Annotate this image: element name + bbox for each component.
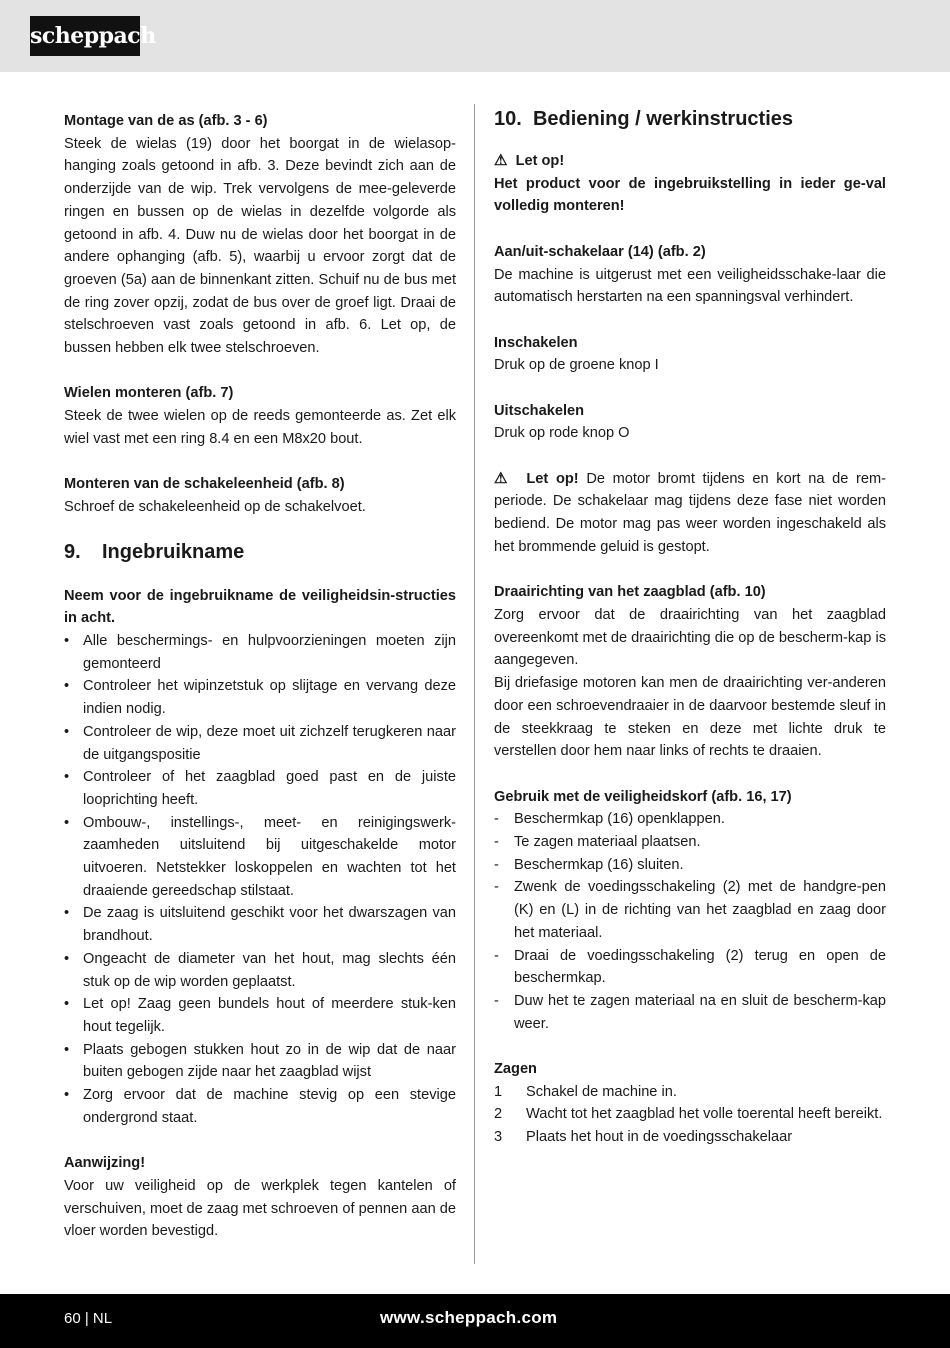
list-item: • Alle beschermings- en hulpvoorzieningen moeten zijn gemonteerd bbox=[64, 630, 456, 675]
switch-body: De machine is uitgerust met een veiligheidsschake-laar die automatisch herstarten na een spanningsval verhindert. bbox=[494, 266, 886, 306]
rotation-title: Draairichting van het zaagblad (afb. 10) bbox=[494, 584, 766, 601]
warning-1-body: Het product voor de ingebruikstelling in ieder ge-val volledig monteren! bbox=[494, 175, 886, 215]
section-body-wheels: Steek de twee wielen op de reeds gemonteerde as. Zet elk wiel vast met een ring 8.4 en een M8x20 bout. bbox=[64, 408, 456, 447]
page-footer bbox=[0, 1294, 950, 1348]
scheppach-logo: scheppach bbox=[30, 16, 140, 56]
section-title-switch-unit: Monteren van de schakeleenheid (afb. 8) bbox=[64, 476, 345, 493]
section-body-axle: Steek de wielas (19) door het boorgat in de wielasop-hanging zoals getoond in afb. 3. Deze bevindt zich aan de onderzijde van de wip. Trek vervolgens de mee-geleverde ringen en bussen op de wielas in dezelfde volgorde als getoond in afb. 4. Duw nu de wielas door het boorgat in de andere ophanging (afb. 5), waarbij u ervoor zorgt dat de groeven (5a) aan de binnenkant zitten. Schuif nu de bus met de ring zover opzij, zodat de bus over de groef ligt. Draai de stelschroeven vast zoals getoond in afb. 6. Let op, de bussen hebben elk twee stelschroeven. bbox=[64, 135, 456, 357]
warning-2: ⚠ Let op! De motor bromt tijdens en kort na de rem-periode. De schakelaar mag tijdens deze fase niet worden bediend. De motor mag pas weer worden ingeschakeld als het brommende geluid is gestopt. bbox=[494, 469, 887, 555]
list-item: - Te zagen materiaal plaatsen. bbox=[494, 831, 886, 854]
column-divider bbox=[474, 104, 475, 1264]
list-item: • Plaats gebogen stukken hout zo in de wip dat de naar buiten gebogen zijde naar het zaagblad wijst bbox=[64, 1039, 456, 1084]
section-title-axle: Montage van de as (afb. 3 - 6) bbox=[64, 113, 268, 129]
section-title-wheels: Wielen monteren (afb. 7) bbox=[64, 385, 234, 402]
list-item: • Zorg ervoor dat de machine stevig op een stevige ondergrond staat. bbox=[64, 1084, 456, 1129]
page-header bbox=[0, 0, 950, 72]
list-item: - Draai de voedingsschakeling (2) terug en open de beschermkap. bbox=[494, 945, 886, 990]
list-item: • Controleer de wip, deze moet uit zichzelf terugkeren naar de uitgangspositie bbox=[64, 721, 456, 766]
commissioning-list bbox=[64, 630, 456, 1129]
sawing-title: Zagen bbox=[494, 1061, 537, 1078]
warning-1-label: ⚠ Let op! bbox=[494, 152, 565, 169]
rotation-body-1: Zorg ervoor dat de draairichting van het zaagblad overeenkomt met de draairichting die op de bescherm-kap is aangegeven. bbox=[494, 606, 886, 669]
heading-9: 9. Ingebruikname bbox=[64, 540, 245, 563]
list-item: • Controleer het wipinzetstuk op slijtage en vervang deze indien nodig. bbox=[64, 675, 456, 720]
website-link[interactable]: www.scheppach.com bbox=[380, 1308, 558, 1327]
list-item: - Beschermkap (16) sluiten. bbox=[494, 854, 886, 877]
page-number: 60 | NL bbox=[64, 1310, 113, 1327]
switch-on-body: Druk op de groene knop I bbox=[494, 357, 659, 374]
list-item: - Beschermkap (16) openklappen. bbox=[494, 808, 886, 831]
switch-title: Aan/uit-schakelaar (14) (afb. 2) bbox=[494, 243, 706, 260]
list-item: • Ombouw-, instellings-, meet- en reinigingswerk-zaamheden uitsluitend bij uitgeschakelde motor uitvoeren. Netstekker loskoppelen en wachten tot het draaiende gereedschap stilstaat. bbox=[64, 812, 456, 903]
note-title: Aanwijzing! bbox=[64, 1155, 146, 1172]
list-item: - Duw het te zagen materiaal na en sluit de bescherm-kap weer. bbox=[494, 990, 886, 1035]
section-body-switch-unit: Schroef de schakeleenheid op de schakelvoet. bbox=[64, 498, 366, 515]
safety-basket-title: Gebruik met de veiligheidskorf (afb. 16, 17) bbox=[494, 788, 792, 805]
list-item: • Ongeacht de diameter van het hout, mag slechts één stuk op de wip worden geplaatst. bbox=[64, 948, 456, 993]
warning-icon: ⚠ bbox=[494, 152, 508, 169]
list-item: 1 Schakel de machine in. bbox=[494, 1083, 677, 1100]
safety-basket-list bbox=[494, 808, 886, 1035]
rotation-body-2: Bij driefasige motoren kan men de draairichting ver-anderen door een schroevendraaier in de daarvoor bestemde sleuf in de steekkraag te steken en deze met lichte druk te verstellen door hem naar links of rechts te draaien. bbox=[494, 675, 886, 760]
list-item: • Let op! Zaag geen bundels hout of meerdere stuk-ken hout tegelijk. bbox=[64, 993, 456, 1038]
sawing-steps bbox=[494, 1081, 886, 1149]
list-item: 2 Wacht tot het zaagblad het volle toerental heeft bereikt. bbox=[494, 1106, 883, 1123]
note-body: Voor uw veiligheid op de werkplek tegen kantelen of verschuiven, moet de zaag met schroeven of pennen aan de vloer worden bevestigd. bbox=[64, 1177, 456, 1240]
list-item: - Zwenk de voedingsschakeling (2) met de handgre-pen (K) en (L) in de richting van het zaagblad en zaag door het materiaal. bbox=[494, 876, 886, 944]
left-column bbox=[64, 110, 456, 1243]
switch-on-title: Inschakelen bbox=[494, 334, 578, 351]
heading-10: 10. Bediening / werkinstructies bbox=[494, 108, 794, 130]
list-item: 3 Plaats het hout in de voedingsschakelaar bbox=[494, 1129, 793, 1146]
switch-off-title: Uitschakelen bbox=[494, 402, 585, 419]
switch-off-body: Druk op rode knop O bbox=[494, 425, 630, 442]
list-item: • De zaag is uitsluitend geschikt voor het dwarszagen van brandhout. bbox=[64, 902, 456, 947]
list-item: • Controleer of het zaagblad goed past en de juiste looprichting heeft. bbox=[64, 766, 456, 811]
warning-icon: ⚠ bbox=[494, 469, 512, 487]
commissioning-intro: Neem voor de ingebruikname de veiligheidsin-structies in acht. bbox=[64, 587, 456, 627]
right-column bbox=[494, 110, 886, 1149]
